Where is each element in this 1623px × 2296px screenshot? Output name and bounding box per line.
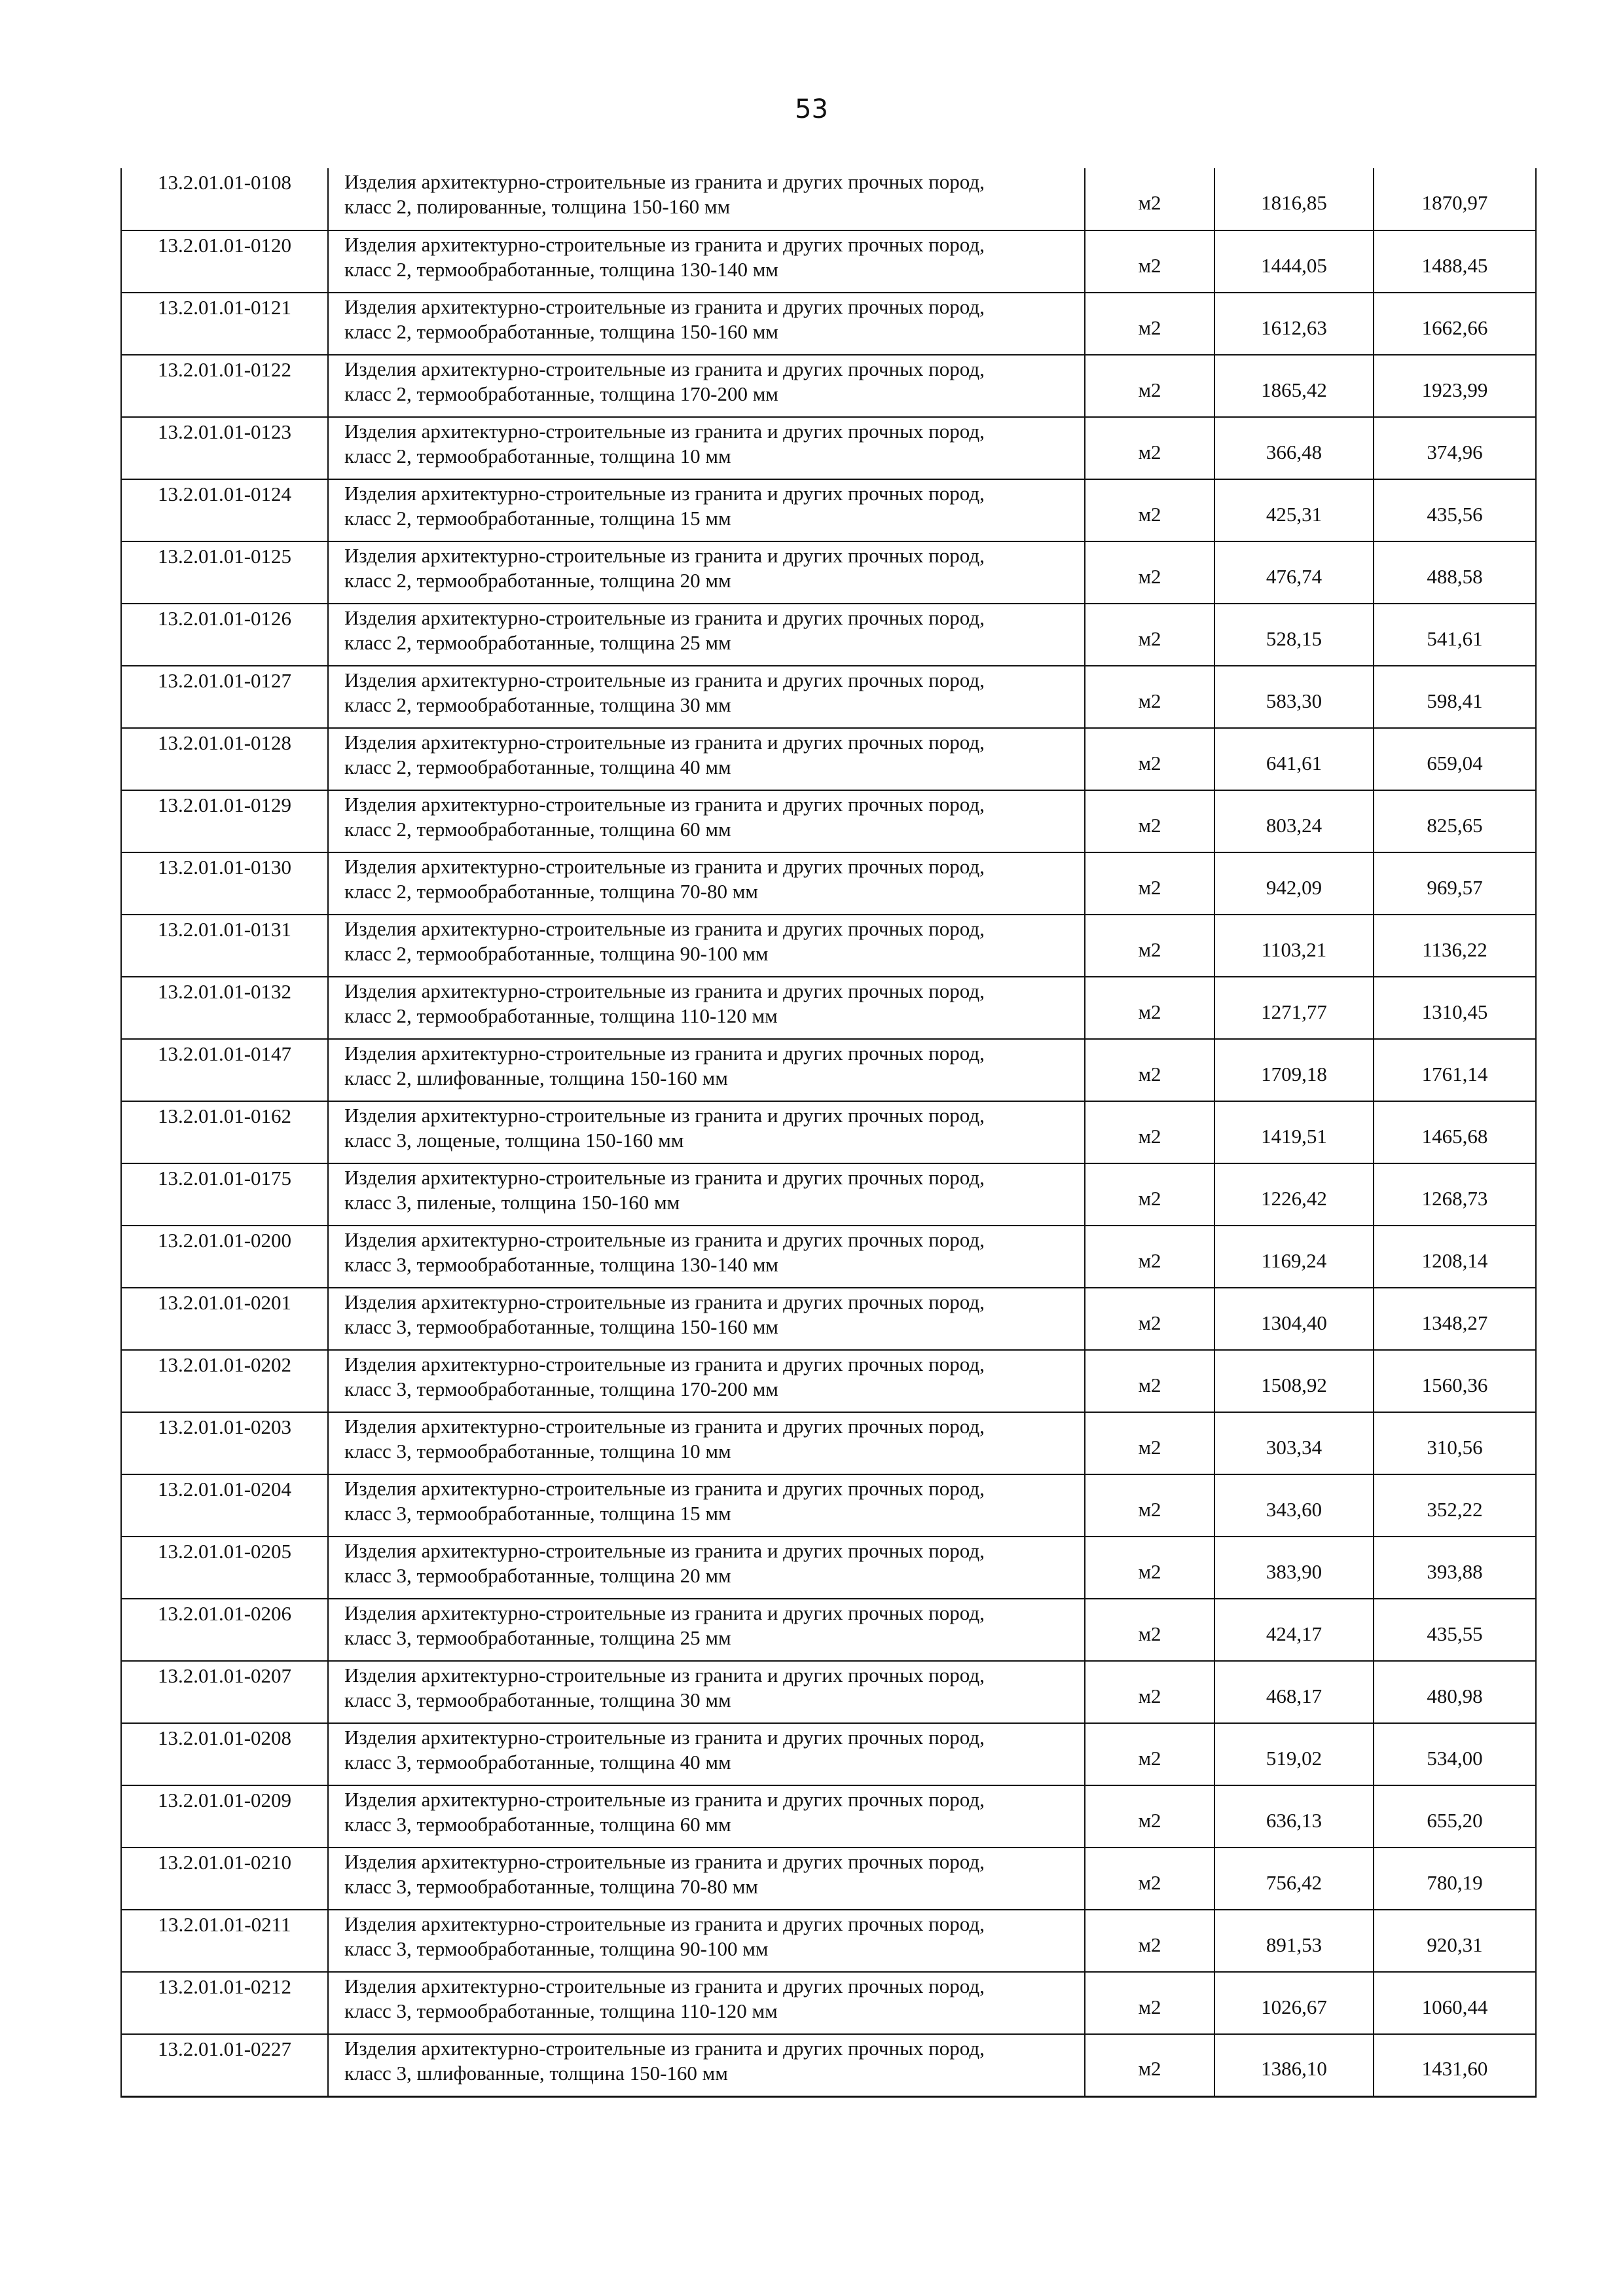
table-row — [121, 1350, 1536, 1412]
resource-code: 13.2.01.01-0147 — [121, 1039, 328, 1101]
resource-code: 13.2.01.01-0131 — [121, 915, 328, 977]
price-value-1: 891,53 — [1214, 1910, 1374, 1972]
price-value-2: 488,58 — [1374, 541, 1536, 604]
unit-of-measure: м2 — [1085, 1848, 1214, 1910]
table-row — [121, 1474, 1536, 1537]
price-value-1: 1103,21 — [1214, 915, 1374, 977]
table-row — [121, 852, 1536, 915]
resource-name-line-2: класс 3, пиленые, толщина 150-160 мм — [344, 1191, 680, 1214]
price-value-2: 969,57 — [1374, 852, 1536, 915]
resource-name-line-1: Изделия архитектурно-строительные из гранита и других прочных пород, — [344, 1975, 985, 1997]
price-value-2: 1923,99 — [1374, 355, 1536, 417]
price-value-1: 1444,05 — [1214, 230, 1374, 293]
table-row — [121, 1412, 1536, 1474]
unit-of-measure: м2 — [1085, 1412, 1214, 1474]
unit-of-measure: м2 — [1085, 1039, 1214, 1101]
resource-name — [328, 666, 1085, 728]
unit-of-measure: м2 — [1085, 479, 1214, 541]
resource-code: 13.2.01.01-0202 — [121, 1350, 328, 1412]
resource-name-line-1: Изделия архитектурно-строительные из гранита и других прочных пород, — [344, 1228, 985, 1251]
price-value-1: 636,13 — [1214, 1785, 1374, 1848]
resource-name — [328, 604, 1085, 666]
resource-name — [328, 1972, 1085, 2034]
price-table — [120, 168, 1537, 2098]
resource-name-line-1: Изделия архитектурно-строительные из гранита и других прочных пород, — [344, 1664, 985, 1686]
price-value-1: 343,60 — [1214, 1474, 1374, 1537]
table-row — [121, 1785, 1536, 1848]
resource-name-line-1: Изделия архитектурно-строительные из гранита и других прочных пород, — [344, 731, 985, 754]
price-value-1: 1419,51 — [1214, 1101, 1374, 1163]
resource-name — [328, 541, 1085, 604]
price-value-2: 1208,14 — [1374, 1226, 1536, 1288]
resource-name-line-1: Изделия архитектурно-строительные из гранита и других прочных пород, — [344, 1104, 985, 1127]
resource-name-line-1: Изделия архитектурно-строительные из гранита и других прочных пород, — [344, 855, 985, 878]
price-value-2: 655,20 — [1374, 1785, 1536, 1848]
table-row — [121, 168, 1536, 230]
unit-of-measure: м2 — [1085, 355, 1214, 417]
resource-code: 13.2.01.01-0129 — [121, 790, 328, 852]
price-value-2: 825,65 — [1374, 790, 1536, 852]
resource-name-line-2: класс 3, термообработанные, толщина 70-80 мм — [344, 1875, 758, 1898]
resource-name-line-1: Изделия архитектурно-строительные из гранита и других прочных пород, — [344, 1415, 985, 1438]
resource-name — [328, 1474, 1085, 1537]
resource-code: 13.2.01.01-0127 — [121, 666, 328, 728]
resource-name-line-2: класс 2, термообработанные, толщина 130-140 мм — [344, 258, 778, 281]
resource-code: 13.2.01.01-0209 — [121, 1785, 328, 1848]
resource-name-line-2: класс 3, термообработанные, толщина 60 мм — [344, 1813, 731, 1836]
resource-name-line-1: Изделия архитектурно-строительные из гранита и других прочных пород, — [344, 1850, 985, 1873]
unit-of-measure: м2 — [1085, 1537, 1214, 1599]
resource-code: 13.2.01.01-0128 — [121, 728, 328, 790]
resource-name — [328, 1226, 1085, 1288]
price-value-1: 1226,42 — [1214, 1163, 1374, 1226]
resource-name-line-2: класс 3, термообработанные, толщина 15 мм — [344, 1502, 731, 1525]
price-value-1: 468,17 — [1214, 1661, 1374, 1723]
resource-code: 13.2.01.01-0211 — [121, 1910, 328, 1972]
resource-code: 13.2.01.01-0162 — [121, 1101, 328, 1163]
price-value-1: 519,02 — [1214, 1723, 1374, 1785]
price-value-2: 480,98 — [1374, 1661, 1536, 1723]
resource-code: 13.2.01.01-0204 — [121, 1474, 328, 1537]
resource-name-line-2: класс 2, шлифованные, толщина 150-160 мм — [344, 1066, 728, 1089]
resource-name-line-2: класс 3, термообработанные, толщина 10 мм — [344, 1440, 731, 1463]
unit-of-measure: м2 — [1085, 2034, 1214, 2096]
resource-code: 13.2.01.01-0123 — [121, 417, 328, 479]
resource-name — [328, 1910, 1085, 1972]
unit-of-measure: м2 — [1085, 1723, 1214, 1785]
price-value-1: 476,74 — [1214, 541, 1374, 604]
unit-of-measure: м2 — [1085, 852, 1214, 915]
table-row — [121, 355, 1536, 417]
price-value-2: 310,56 — [1374, 1412, 1536, 1474]
table-row — [121, 230, 1536, 293]
resource-name-line-1: Изделия архитектурно-строительные из гранита и других прочных пород, — [344, 482, 985, 505]
resource-name-line-2: класс 2, термообработанные, толщина 40 мм — [344, 756, 731, 778]
resource-name-line-1: Изделия архитектурно-строительные из гранита и других прочных пород, — [344, 1290, 985, 1313]
resource-name-line-1: Изделия архитектурно-строительные из гранита и других прочных пород, — [344, 1042, 985, 1065]
table-row — [121, 1101, 1536, 1163]
unit-of-measure: м2 — [1085, 1350, 1214, 1412]
price-value-2: 534,00 — [1374, 1723, 1536, 1785]
resource-name — [328, 1288, 1085, 1350]
resource-name-line-2: класс 2, термообработанные, толщина 15 мм — [344, 507, 731, 530]
resource-name-line-2: класс 3, термообработанные, толщина 170-200 мм — [344, 1377, 778, 1400]
resource-code: 13.2.01.01-0200 — [121, 1226, 328, 1288]
price-value-2: 598,41 — [1374, 666, 1536, 728]
price-value-1: 425,31 — [1214, 479, 1374, 541]
unit-of-measure: м2 — [1085, 1785, 1214, 1848]
unit-of-measure: м2 — [1085, 604, 1214, 666]
resource-code: 13.2.01.01-0210 — [121, 1848, 328, 1910]
resource-name-line-2: класс 3, термообработанные, толщина 150-160 мм — [344, 1315, 778, 1338]
table-row — [121, 1661, 1536, 1723]
resource-code: 13.2.01.01-0207 — [121, 1661, 328, 1723]
table-row — [121, 1039, 1536, 1101]
unit-of-measure: м2 — [1085, 1163, 1214, 1226]
resource-name — [328, 230, 1085, 293]
price-value-1: 1508,92 — [1214, 1350, 1374, 1412]
unit-of-measure: м2 — [1085, 293, 1214, 355]
resource-name-line-2: класс 3, термообработанные, толщина 110-120 мм — [344, 1999, 778, 2022]
resource-name-line-1: Изделия архитектурно-строительные из гранита и других прочных пород, — [344, 544, 985, 567]
table-row — [121, 666, 1536, 728]
price-value-2: 352,22 — [1374, 1474, 1536, 1537]
resource-name — [328, 852, 1085, 915]
resource-name-line-2: класс 3, термообработанные, толщина 30 мм — [344, 1688, 731, 1711]
table-row — [121, 790, 1536, 852]
price-value-1: 942,09 — [1214, 852, 1374, 915]
unit-of-measure: м2 — [1085, 728, 1214, 790]
table-row — [121, 1972, 1536, 2034]
resource-code: 13.2.01.01-0205 — [121, 1537, 328, 1599]
price-value-1: 528,15 — [1214, 604, 1374, 666]
resource-name — [328, 355, 1085, 417]
price-value-1: 383,90 — [1214, 1537, 1374, 1599]
resource-name-line-2: класс 3, термообработанные, толщина 130-140 мм — [344, 1253, 778, 1276]
resource-name-line-1: Изделия архитектурно-строительные из гранита и других прочных пород, — [344, 295, 985, 318]
price-value-2: 374,96 — [1374, 417, 1536, 479]
table-row — [121, 293, 1536, 355]
resource-name-line-2: класс 3, термообработанные, толщина 25 мм — [344, 1626, 731, 1649]
resource-name-line-1: Изделия архитектурно-строительные из гранита и других прочных пород, — [344, 233, 985, 256]
table-row — [121, 1723, 1536, 1785]
resource-name — [328, 479, 1085, 541]
resource-code: 13.2.01.01-0122 — [121, 355, 328, 417]
price-value-1: 1816,85 — [1214, 168, 1374, 230]
price-value-2: 659,04 — [1374, 728, 1536, 790]
table-row — [121, 915, 1536, 977]
unit-of-measure: м2 — [1085, 1972, 1214, 2034]
price-value-1: 583,30 — [1214, 666, 1374, 728]
resource-name-line-1: Изделия архитектурно-строительные из гранита и других прочных пород, — [344, 1477, 985, 1500]
price-value-2: 1268,73 — [1374, 1163, 1536, 1226]
resource-name — [328, 1848, 1085, 1910]
price-value-1: 1386,10 — [1214, 2034, 1374, 2096]
resource-name — [328, 1661, 1085, 1723]
price-value-2: 1310,45 — [1374, 977, 1536, 1039]
resource-name-line-2: класс 2, термообработанные, толщина 90-100 мм — [344, 942, 769, 965]
resource-name-line-1: Изделия архитектурно-строительные из гранита и других прочных пород, — [344, 1788, 985, 1811]
resource-name-line-1: Изделия архитектурно-строительные из гранита и других прочных пород, — [344, 1539, 985, 1562]
resource-name-line-1: Изделия архитектурно-строительные из гранита и других прочных пород, — [344, 1353, 985, 1376]
unit-of-measure: м2 — [1085, 790, 1214, 852]
table-row — [121, 1163, 1536, 1226]
price-value-1: 424,17 — [1214, 1599, 1374, 1661]
resource-name-line-2: класс 2, термообработанные, толщина 170-200 мм — [344, 382, 778, 405]
resource-name-line-2: класс 2, термообработанные, толщина 10 мм — [344, 445, 731, 467]
resource-code: 13.2.01.01-0201 — [121, 1288, 328, 1350]
unit-of-measure: м2 — [1085, 1288, 1214, 1350]
unit-of-measure: м2 — [1085, 666, 1214, 728]
unit-of-measure: м2 — [1085, 1599, 1214, 1661]
unit-of-measure: м2 — [1085, 541, 1214, 604]
resource-code: 13.2.01.01-0121 — [121, 293, 328, 355]
table-body — [121, 168, 1536, 2096]
price-value-1: 756,42 — [1214, 1848, 1374, 1910]
resource-name-line-1: Изделия архитектурно-строительные из гранита и других прочных пород, — [344, 668, 985, 691]
price-value-1: 1026,67 — [1214, 1972, 1374, 2034]
price-value-2: 1560,36 — [1374, 1350, 1536, 1412]
table-row — [121, 1848, 1536, 1910]
unit-of-measure: м2 — [1085, 168, 1214, 230]
resource-code: 13.2.01.01-0125 — [121, 541, 328, 604]
resource-name-line-1: Изделия архитектурно-строительные из гранита и других прочных пород, — [344, 1166, 985, 1189]
unit-of-measure: м2 — [1085, 1910, 1214, 1972]
table-row — [121, 1288, 1536, 1350]
table-row — [121, 1599, 1536, 1661]
resource-name — [328, 1785, 1085, 1848]
unit-of-measure: м2 — [1085, 1226, 1214, 1288]
resource-name — [328, 293, 1085, 355]
resource-name-line-2: класс 2, термообработанные, толщина 70-80 мм — [344, 880, 758, 903]
price-value-2: 1870,97 — [1374, 168, 1536, 230]
resource-code: 13.2.01.01-0108 — [121, 168, 328, 230]
resource-code: 13.2.01.01-0212 — [121, 1972, 328, 2034]
resource-code: 13.2.01.01-0206 — [121, 1599, 328, 1661]
resource-name-line-1: Изделия архитектурно-строительные из гранита и других прочных пород, — [344, 793, 985, 816]
resource-name-line-2: класс 2, термообработанные, толщина 20 мм — [344, 569, 731, 592]
resource-code: 13.2.01.01-0120 — [121, 230, 328, 293]
resource-name — [328, 790, 1085, 852]
unit-of-measure: м2 — [1085, 1661, 1214, 1723]
resource-name-line-1: Изделия архитектурно-строительные из гранита и других прочных пород, — [344, 1912, 985, 1935]
table-row — [121, 604, 1536, 666]
price-value-2: 1761,14 — [1374, 1039, 1536, 1101]
resource-code: 13.2.01.01-0175 — [121, 1163, 328, 1226]
price-value-1: 1865,42 — [1214, 355, 1374, 417]
price-value-2: 435,56 — [1374, 479, 1536, 541]
resource-name-line-1: Изделия архитектурно-строительные из гранита и других прочных пород, — [344, 420, 985, 443]
table-row — [121, 1910, 1536, 1972]
resource-name-line-1: Изделия архитектурно-строительные из гранита и других прочных пород, — [344, 1601, 985, 1624]
resource-name — [328, 1101, 1085, 1163]
page-number: 53 — [795, 94, 828, 124]
price-value-2: 1662,66 — [1374, 293, 1536, 355]
price-value-2: 1431,60 — [1374, 2034, 1536, 2096]
price-value-2: 1488,45 — [1374, 230, 1536, 293]
price-value-2: 393,88 — [1374, 1537, 1536, 1599]
price-value-1: 366,48 — [1214, 417, 1374, 479]
unit-of-measure: м2 — [1085, 977, 1214, 1039]
resource-name-line-1: Изделия архитектурно-строительные из гранита и других прочных пород, — [344, 1726, 985, 1749]
price-value-2: 780,19 — [1374, 1848, 1536, 1910]
unit-of-measure: м2 — [1085, 230, 1214, 293]
resource-name — [328, 1723, 1085, 1785]
price-value-2: 920,31 — [1374, 1910, 1536, 1972]
resource-name-line-2: класс 3, шлифованные, толщина 150-160 мм — [344, 2062, 728, 2085]
price-value-2: 1348,27 — [1374, 1288, 1536, 1350]
resource-name-line-1: Изделия архитектурно-строительные из гранита и других прочных пород, — [344, 2037, 985, 2060]
price-value-1: 1612,63 — [1214, 293, 1374, 355]
price-value-2: 541,61 — [1374, 604, 1536, 666]
table-row — [121, 541, 1536, 604]
unit-of-measure: м2 — [1085, 1474, 1214, 1537]
resource-name-line-2: класс 3, термообработанные, толщина 90-100 мм — [344, 1937, 769, 1960]
table-row — [121, 1226, 1536, 1288]
table-row — [121, 479, 1536, 541]
resource-name-line-2: класс 3, лощеные, толщина 150-160 мм — [344, 1129, 684, 1152]
resource-name — [328, 1537, 1085, 1599]
resource-code: 13.2.01.01-0130 — [121, 852, 328, 915]
price-value-1: 1304,40 — [1214, 1288, 1374, 1350]
resource-name-line-2: класс 3, термообработанные, толщина 40 мм — [344, 1751, 731, 1774]
resource-code: 13.2.01.01-0203 — [121, 1412, 328, 1474]
table-row — [121, 1537, 1536, 1599]
resource-name-line-1: Изделия архитектурно-строительные из гранита и других прочных пород, — [344, 979, 985, 1002]
unit-of-measure: м2 — [1085, 1101, 1214, 1163]
resource-name-line-2: класс 3, термообработанные, толщина 20 мм — [344, 1564, 731, 1587]
resource-name-line-2: класс 2, термообработанные, толщина 150-160 мм — [344, 320, 778, 343]
resource-name — [328, 1599, 1085, 1661]
resource-name — [328, 1350, 1085, 1412]
resource-name-line-1: Изделия архитектурно-строительные из гранита и других прочных пород, — [344, 606, 985, 629]
resource-name — [328, 417, 1085, 479]
table-row — [121, 417, 1536, 479]
price-value-1: 803,24 — [1214, 790, 1374, 852]
table-row — [121, 2034, 1536, 2096]
unit-of-measure: м2 — [1085, 915, 1214, 977]
price-value-1: 1169,24 — [1214, 1226, 1374, 1288]
resource-code: 13.2.01.01-0124 — [121, 479, 328, 541]
resource-name-line-1: Изделия архитектурно-строительные из гранита и других прочных пород, — [344, 357, 985, 380]
price-value-2: 1136,22 — [1374, 915, 1536, 977]
resource-name — [328, 728, 1085, 790]
resource-name — [328, 1412, 1085, 1474]
resource-name-line-2: класс 2, термообработанные, толщина 110-120 мм — [344, 1004, 778, 1027]
resource-name — [328, 2034, 1085, 2096]
resource-code: 13.2.01.01-0132 — [121, 977, 328, 1039]
price-value-1: 303,34 — [1214, 1412, 1374, 1474]
resource-name — [328, 1163, 1085, 1226]
resource-name-line-2: класс 2, полированные, толщина 150-160 мм — [344, 195, 731, 218]
table-row — [121, 728, 1536, 790]
price-value-2: 1465,68 — [1374, 1101, 1536, 1163]
resource-name — [328, 168, 1085, 230]
resource-name — [328, 977, 1085, 1039]
resource-name-line-2: класс 2, термообработанные, толщина 30 мм — [344, 693, 731, 716]
resource-name-line-1: Изделия архитектурно-строительные из гранита и других прочных пород, — [344, 170, 985, 193]
resource-code: 13.2.01.01-0227 — [121, 2034, 328, 2096]
resource-name — [328, 1039, 1085, 1101]
table-row — [121, 977, 1536, 1039]
resource-name — [328, 915, 1085, 977]
resource-code: 13.2.01.01-0208 — [121, 1723, 328, 1785]
resource-name-line-2: класс 2, термообработанные, толщина 25 мм — [344, 631, 731, 654]
price-value-2: 435,55 — [1374, 1599, 1536, 1661]
price-value-1: 1271,77 — [1214, 977, 1374, 1039]
resource-name-line-1: Изделия архитектурно-строительные из гранита и других прочных пород, — [344, 917, 985, 940]
unit-of-measure: м2 — [1085, 417, 1214, 479]
price-value-1: 1709,18 — [1214, 1039, 1374, 1101]
price-value-1: 641,61 — [1214, 728, 1374, 790]
price-value-2: 1060,44 — [1374, 1972, 1536, 2034]
resource-code: 13.2.01.01-0126 — [121, 604, 328, 666]
resource-name-line-2: класс 2, термообработанные, толщина 60 мм — [344, 818, 731, 841]
